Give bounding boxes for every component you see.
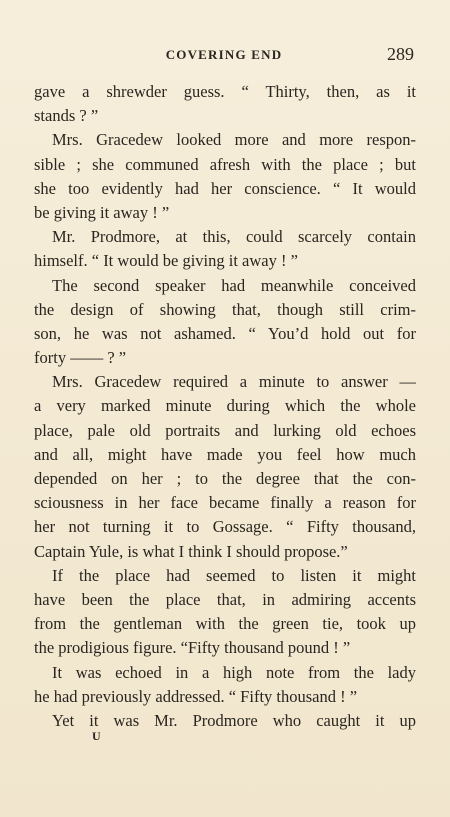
text-line: The second speaker had meanwhile conceived [52,275,416,295]
page-number: 289 [387,44,414,64]
text-line: a very marked minute during which the whole [34,396,416,416]
text-line: the design of showing that, though still crim- [34,299,416,319]
text-line: the prodigious figure. “Fifty thousand pound ! ” [34,638,351,658]
text-line: forty —— ? ” [34,348,127,368]
text-line: from the gentleman with the green tie, took up [34,614,416,634]
text-line: Mrs. Gracedew required a minute to answer — [52,372,416,392]
text-line: and all, might have made you feel how much [34,444,416,464]
text-line: stands ? ” [34,106,99,126]
body-text [34,80,416,733]
text-line: place, pale old portraits and lurking old echoes [34,420,416,440]
text-line: she too evidently had her conscience. “ It would [34,178,416,198]
signature-mark: U [92,729,101,743]
running-title: COVERING END [165,47,283,62]
text-line: gave a shrewder guess. “ Thirty, then, as it [34,82,416,101]
text-line: Mr. Prodmore, at this, could scarcely contain [52,227,416,247]
text-line: Captain Yule, is what I think I should propose.” [34,541,348,561]
text-line: her not turning it to Gossage. “ Fifty thousand, [34,517,416,537]
text-line: Mrs. Gracedew looked more and more respon- [52,130,416,150]
text-line: Yet it was Mr. Prodmore who caught it up [52,710,416,730]
text-line: sciousness in her face became finally a reason for [34,493,416,513]
text-line: sible ; she communed afresh with the place ; but [34,154,416,174]
text-line: It was echoed in a high note from the lady [52,662,416,682]
text-line: depended on her ; to the degree that the con- [34,469,416,488]
text-line: If the place had seemed to listen it might [52,565,416,585]
text-line: son, he was not ashamed. “ You’d hold out for [34,323,416,343]
text-line: have been the place that, in admiring accents [34,589,416,609]
running-head [34,44,414,66]
text-line: he had previously addressed. “ Fifty thousand ! ” [34,686,358,706]
text-line: himself. “ It would be giving it away ! ” [34,251,298,271]
text-line: be giving it away ! ” [34,202,170,222]
